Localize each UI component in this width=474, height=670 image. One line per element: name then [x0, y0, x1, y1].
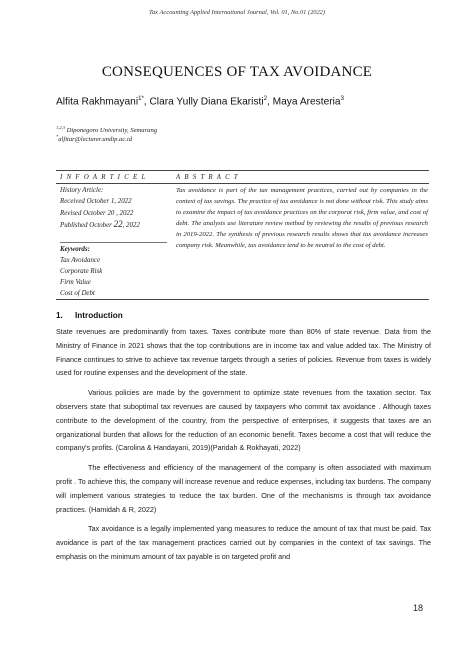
affiliation-institution: Diponegoro University, Semarang: [65, 127, 158, 135]
keywords-label: Keywords:: [60, 246, 90, 253]
paragraph: The effectiveness and efficiency of the management of the company is often associated with maximum profit . To achieve this, the company will increase revenue and reduce expenses, including tax burdens. The company will implement various strategies to reduce the tax burden. One of the mechanisms is through tax avoidance practices. (Hamidah & R, 2022): [56, 463, 431, 514]
author-marker: 3: [340, 96, 344, 102]
paragraph: Various policies are made by the government to optimize state revenues from the taxation sector. Tax observers state that suboptimal tax revenues are caused by taxpayers who commit tax avoidance . Although taxes contribute to the development of the country, from the perspective of enterprises, it suggests that taxes are an organizational burden that allows for the reduction of an economic benefit. Taxes become a cost that will reduce the company's profits. (Carolina & Handayani, 2019)(Paridah & Rokhayati, 2022): [56, 388, 431, 453]
article-history: [60, 185, 170, 232]
corresponding-email: [56, 134, 132, 143]
abstract-text: Tax avoidance is part of the tax management practices, carried out by companies in the context of tax savings. The practice of tax avoidance is not done without risk. This study aims to examine the impact of tax avoidance practices on the corporat risk, firm value, and cost of debt. The analysis use literature review method by reviewing the results of previous research in 2019-2022. The synthesis of previous research results shows that tax avoidance increases company risk. Meanwhile, tax avoidance tend to be neutral to the cost of debt.: [176, 187, 428, 249]
paragraph: Tax avoidance is a legally implemented yang measures to reduce the amount of tax that must be paid. Tax avoidance is part of the tax management practices carried out by companies in the context of tax savings. The emphasis on the minimum amount of tax payable is on targeted profit and: [56, 524, 431, 561]
keywords-divider: [60, 242, 167, 243]
info-box-header-rule: [56, 183, 429, 184]
email-address: alfitar@lecturer.undip.ac.id: [58, 136, 133, 144]
abstract-heading: A B S T R A C T: [176, 174, 240, 181]
section-title: Introduction: [75, 311, 123, 320]
received-date: Received October 1, 2022: [60, 198, 132, 206]
affiliation-marker: 1,2,3: [56, 125, 65, 130]
running-head: Tax Accounting Applied International Journal, Vol. 01, No.01 (2022): [149, 9, 325, 16]
published-suffix: , 2022: [122, 222, 140, 230]
email-marker: *: [56, 134, 59, 139]
author-marker: 2: [263, 96, 267, 102]
info-box-bottom-rule: [56, 299, 429, 300]
affiliation: [56, 125, 157, 134]
section-heading: [56, 311, 123, 320]
paper-title: CONSEQUENCES OF TAX AVOIDANCE: [101, 64, 373, 80]
keyword-item: Corporate Risk: [60, 268, 103, 275]
page-number: 18: [413, 603, 424, 613]
info-box-top-rule: [56, 170, 429, 171]
revised-date: Revised October 20 , 2022: [60, 209, 134, 217]
body-text: [56, 325, 431, 570]
paragraph: State revenues are predominantly from taxes. Taxes contribute more than 80% of state revenue. Data from the Ministry of Finance in 2021 shows that the top contributions are in income tax and value added tax. The Ministry of Finance continues to strive to achieve tax revenue targets through a series of policies. Revenue from taxes is widely used for routine expenses and the development of the state.: [56, 327, 431, 378]
published-day: 22: [113, 219, 123, 230]
published-prefix: Published October: [60, 222, 114, 230]
keywords-block: [60, 244, 170, 299]
history-label: History Article:: [60, 187, 104, 194]
keyword-item: Tax Avoidance: [60, 257, 100, 264]
author-name: Alfita Rakhmayani: [56, 96, 139, 108]
published-date: [60, 219, 170, 231]
info-article-heading: I N F O A R T I C E L: [60, 174, 147, 181]
keyword-item: Firm Value: [60, 279, 91, 286]
keyword-item: Cost of Debt: [60, 290, 95, 297]
author-marker: 1*: [138, 96, 144, 102]
author-name: , Maya Aresteria: [266, 96, 341, 108]
author-name: , Clara Yully Diana Ekaristi: [143, 96, 264, 108]
author-list: [56, 96, 436, 107]
section-number: 1.: [56, 311, 63, 320]
